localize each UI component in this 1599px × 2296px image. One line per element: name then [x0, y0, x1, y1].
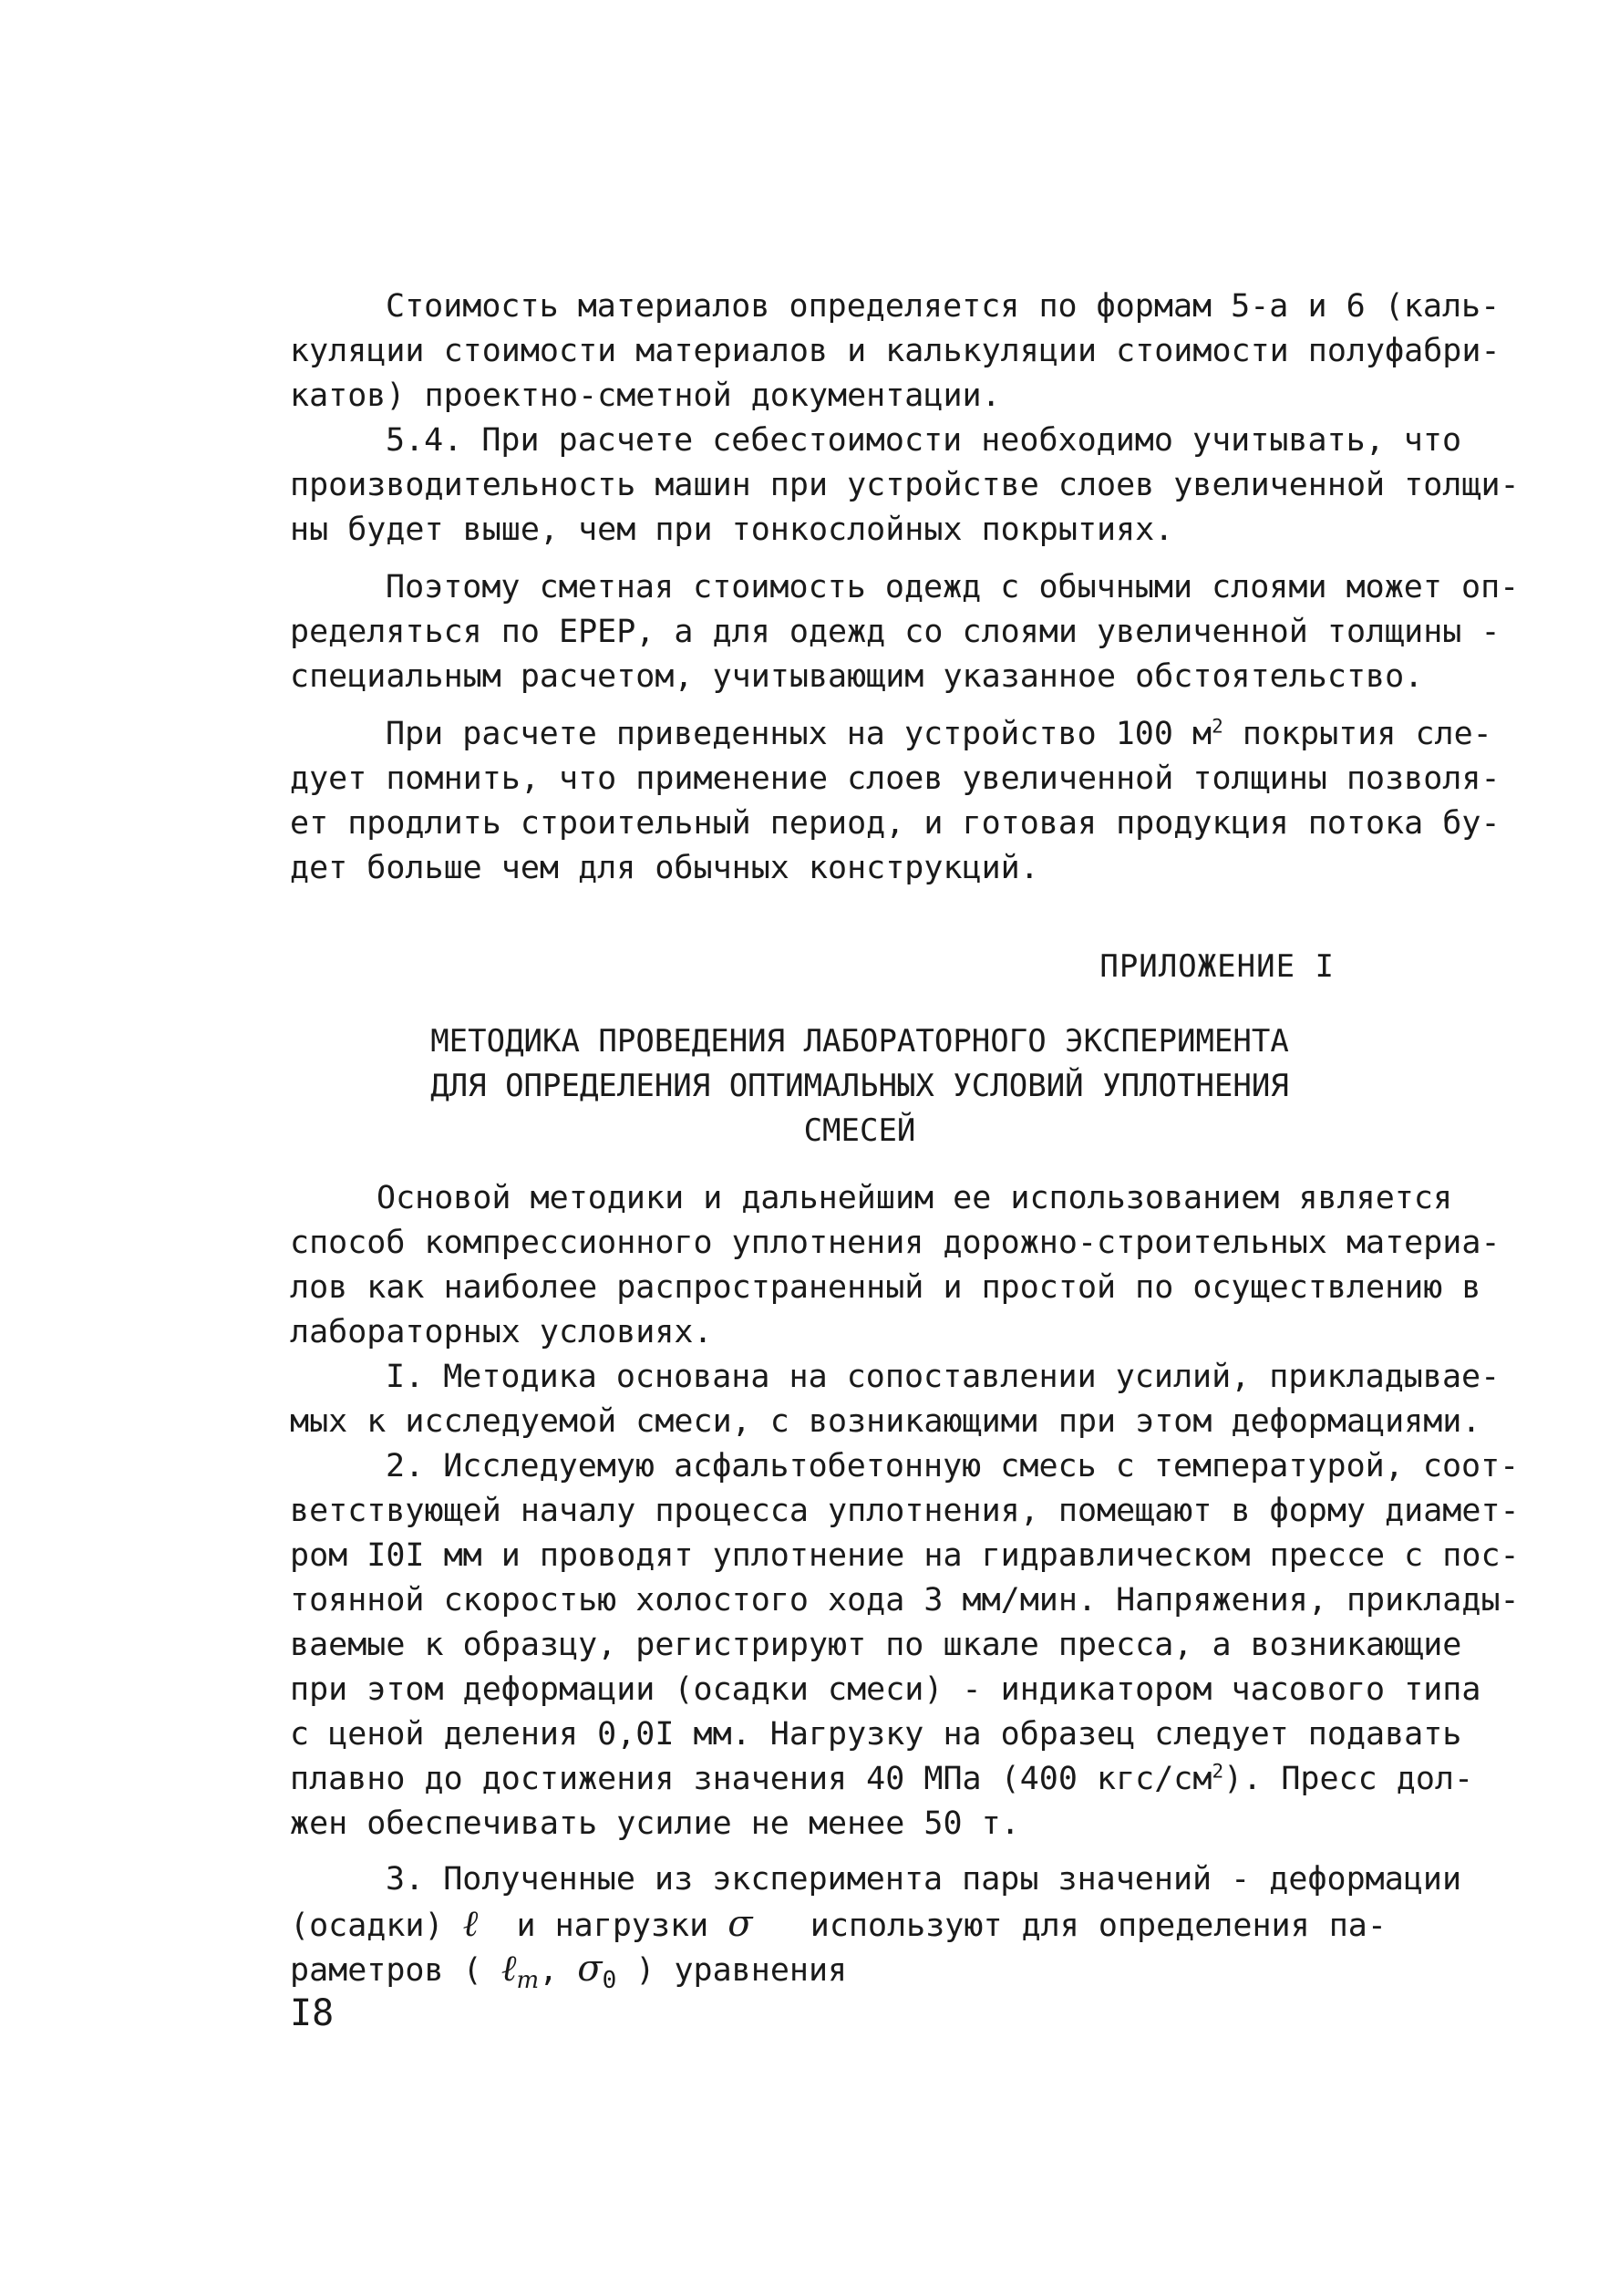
page-number: I8 [290, 1992, 335, 2034]
subscript: m [516, 1967, 540, 1994]
paragraph-line: дет больше чем для обычных конструкций. [290, 850, 1039, 886]
paragraph-line: тоянной скоростью холостого хода 3 мм/мин. Напряжения, приклады- [290, 1582, 1520, 1619]
paragraph-line: способ компрессионного уплотнения дорожно-строительных материа- [290, 1225, 1501, 1261]
paragraph-line: с ценой деления 0,0I мм. Нагрузку на образец следует подавать [290, 1716, 1462, 1753]
superscript: 2 [1212, 715, 1223, 738]
paragraph-line: дует помнить, что применение слоев увеличенной толщины позволя- [290, 760, 1501, 797]
paragraph-line: ваемые к образцу, регистрируют по шкале пресса, а возникающие [290, 1627, 1462, 1663]
text-fragment: ) уравнения [616, 1952, 848, 1989]
paragraph-line: при этом деформации (осадки смеси) - индикатором часового типа [290, 1671, 1481, 1708]
paragraph-line: ветствующей началу процесса уплотнения, помещают в форму диамет- [290, 1493, 1520, 1529]
paragraph-line: ет продлить строительный период, и готовая продукция потока бу- [290, 805, 1501, 842]
text-fragment: и нагрузки [478, 1908, 728, 1944]
load-symbol: σ [577, 1948, 603, 1990]
appendix-body [290, 1176, 1520, 1994]
subscript: 0 [602, 1967, 617, 1994]
title-line: СМЕСЕЙ [803, 1112, 916, 1149]
superscript: 2 [1212, 1760, 1224, 1783]
paragraph-line: Стоимость материалов определяется по формам 5-а и 6 (каль- [386, 288, 1501, 325]
paragraph-line: ром I0I мм и проводят уплотнение на гидравлическом прессе с пос- [290, 1537, 1520, 1574]
deformation-symbol: ℓ [500, 1948, 517, 1990]
text-fragment: , [539, 1952, 578, 1989]
paragraph-line: производительность машин при устройстве слоев увеличенной толщи- [290, 467, 1520, 503]
text-fragment: ). Пресс дол- [1223, 1761, 1474, 1797]
paragraph-line: ны будет выше, чем при тонкослойных покрытиях. [290, 512, 1174, 548]
appendix-title [290, 1019, 1429, 1153]
paragraph-line: куляции стоимости материалов и калькуляции стоимости полуфабри- [290, 333, 1501, 369]
paragraph-line: I. Методика основана на сопоставлении усилий, прикладывае- [386, 1359, 1501, 1395]
paragraph-line: специальным расчетом, учитывающим указанное обстоятельство. [290, 658, 1424, 695]
paragraph-line: лов как наиболее распространенный и простой по осуществлению в [290, 1269, 1481, 1306]
paragraph-line [290, 1947, 1429, 1994]
text-fragment: При расчете приведенных на устройство 100 м [386, 716, 1212, 752]
paragraph-line: ределяться по ЕРЕР, а для одежд со слоями увеличенной толщины - [290, 614, 1501, 650]
paragraph-line: жен обеспечивать усилие не менее 50 т. [290, 1805, 1020, 1842]
paragraph-line [290, 1902, 1429, 1947]
text-fragment: используют для определения па- [752, 1908, 1387, 1944]
paragraph-line: 3. Полученные из эксперимента пары значений - деформации [386, 1861, 1462, 1898]
paragraph-line: 5.4. При расчете себестоимости необходимо учитывать, что [386, 422, 1462, 459]
top-text-section [290, 284, 1520, 891]
text-fragment: раметров ( [290, 1952, 501, 1989]
paragraph-line: лабораторных условиях. [290, 1314, 713, 1350]
text-fragment: (осадки) [290, 1908, 463, 1944]
paragraph-line [290, 712, 1492, 757]
paragraph-line: Поэтому сметная стоимость одежд с обычными слоями может оп- [386, 569, 1520, 605]
paragraph-line: Основой методики и дальнейшим ее использованием является [377, 1180, 1453, 1216]
paragraph-line: мых к исследуемой смеси, с возникающими при этом деформациями. [290, 1403, 1481, 1440]
paragraph-line: катов) проектно-сметной документации. [290, 377, 1001, 414]
title-line: ДЛЯ ОПРЕДЕЛЕНИЯ ОПТИМАЛЬНЫХ УСЛОВИЙ УПЛОТНЕНИЯ [430, 1068, 1289, 1104]
deformation-symbol: ℓ [462, 1903, 479, 1945]
text-fragment: покрытия сле- [1222, 716, 1492, 752]
appendix-label: ПРИЛОЖЕНИЕ I [1099, 948, 1335, 985]
text-fragment: плавно до достижения значения 40 МПа (400 кгс/см [290, 1761, 1212, 1797]
title-line: МЕТОДИКА ПРОВЕДЕНИЯ ЛАБОРАТОРНОГО ЭКСПЕРИМЕНТА [430, 1023, 1289, 1060]
load-symbol: σ [727, 1903, 753, 1945]
paragraph-line [290, 1757, 1474, 1802]
paragraph-line: 2. Исследуемую асфальтобетонную смесь с температурой, соот- [386, 1448, 1520, 1484]
